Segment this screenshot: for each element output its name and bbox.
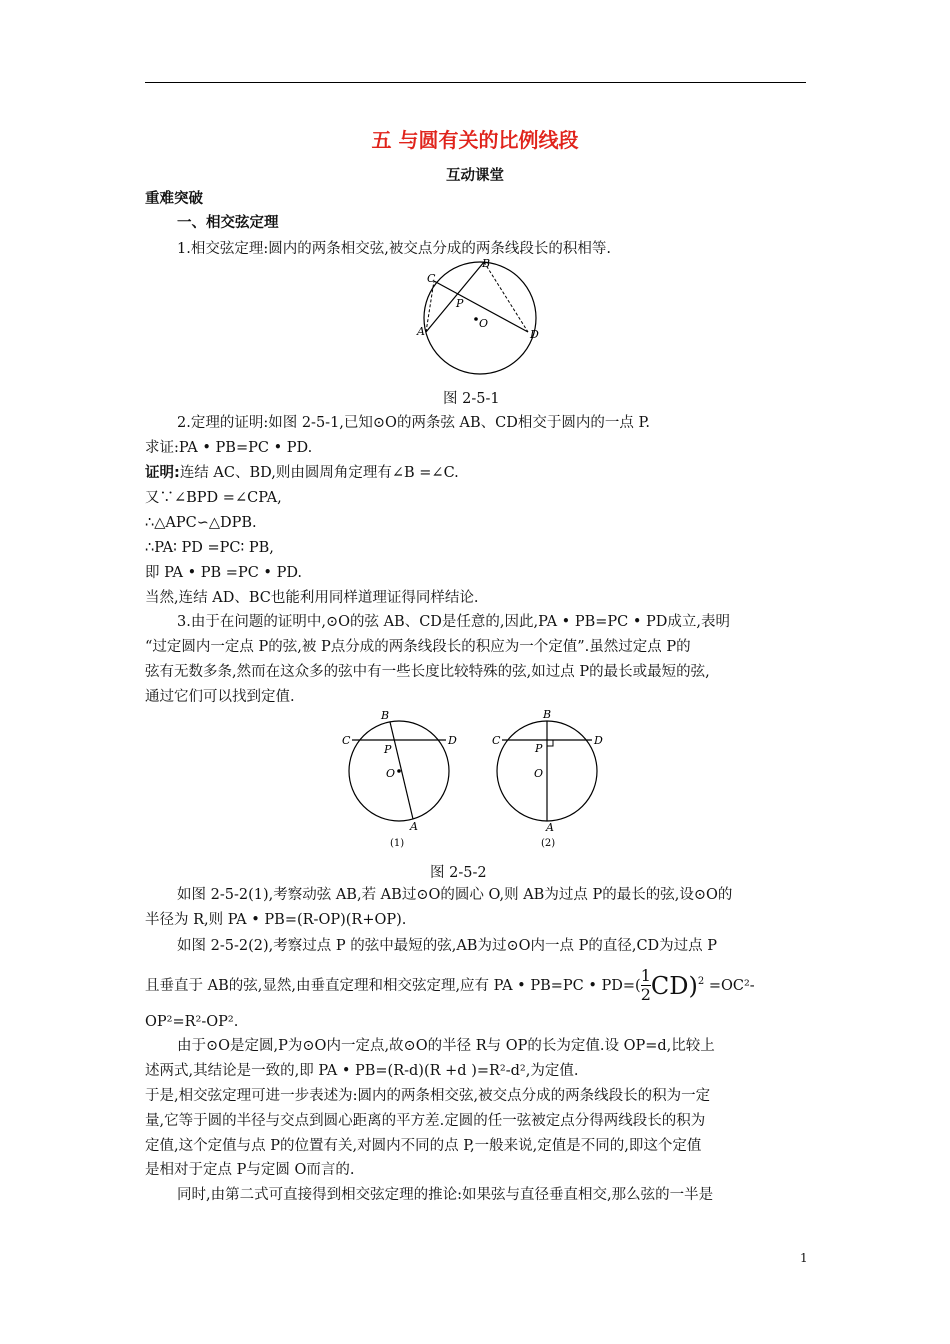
fig1-label-o: O bbox=[479, 317, 489, 330]
proof-line-7: 即 PA • PB =PC • PD. bbox=[145, 565, 303, 581]
paragraph-3-line-1: 3.由于在问题的证明中,⊙O的弦 AB、CD是任意的,因此,PA • PB=PC • PD成立,表明 bbox=[177, 614, 730, 630]
svg-text:C: C bbox=[492, 734, 501, 747]
fig1-label-d: D bbox=[530, 328, 539, 341]
fig1-label-c: C bbox=[427, 272, 436, 285]
svg-text:O: O bbox=[386, 767, 396, 780]
page-title: 五 与圆有关的比例线段 bbox=[371, 128, 579, 152]
proof-line-1: 2.定理的证明:如图 2-5-1,已知⊙O的两条弦 AB、CD相交于圆内的一点 P. bbox=[177, 415, 650, 431]
subsection-heading: 一、相交弦定理 bbox=[177, 215, 279, 231]
paragraph-6-line-6: 是相对于定点 P与定圆 O而言的. bbox=[145, 1162, 355, 1178]
paragraph-6-line-4: 量,它等于圆的半径与交点到圆心距离的平方差.定圆的任一弦被定点分得两线段长的积为 bbox=[145, 1113, 706, 1129]
paragraph-4-line-2: 半径为 R,则 PA • PB=(R-OP)(R+OP). bbox=[145, 912, 407, 928]
p5-post: =OC²- bbox=[704, 977, 755, 994]
figure-2-5-2-1 bbox=[340, 705, 470, 850]
fig2-sub-2: (2) bbox=[541, 838, 556, 849]
frac-num: 1 bbox=[640, 966, 651, 986]
proof-line-2: 求证:PA • PB=PC • PD. bbox=[145, 440, 313, 456]
frac-cd: CD) bbox=[650, 971, 698, 1000]
paragraph-4-line-1: 如图 2-5-2(1),考察动弦 AB,若 AB过⊙O的圆心 O,则 AB为过点 P的最长的弦,设⊙O的 bbox=[177, 887, 733, 903]
proof-label: 证明: bbox=[145, 465, 180, 481]
paragraph-6-line-5: 定值,这个定值与点 P的位置有关,对圆内不同的点 P,一般来说,定值是不同的,即这个定值 bbox=[145, 1138, 702, 1154]
svg-text:D: D bbox=[594, 734, 603, 747]
header-rule bbox=[145, 82, 806, 83]
fig1-label-b: B bbox=[482, 257, 491, 270]
paragraph-6-line-3: 于是,相交弦定理可进一步表述为:圆内的两条相交弦,被交点分成的两条线段长的积为一定 bbox=[145, 1088, 711, 1104]
svg-text:B: B bbox=[381, 709, 390, 722]
paragraph-5-line-2 bbox=[145, 960, 755, 1008]
fraction-half bbox=[641, 967, 651, 1004]
fig1-label-a: A bbox=[417, 325, 425, 338]
frac-den: 2 bbox=[640, 985, 651, 1005]
proof-line-6: ∴PA∶ PD =PC∶ PB, bbox=[145, 540, 274, 556]
paragraph-6-line-2: 述两式,其结论是一致的,即 PA • PB=(R-d)(R +d )=R²-d²,为定值. bbox=[145, 1063, 579, 1079]
paragraph-3-line-4: 通过它们可以找到定值. bbox=[145, 689, 295, 705]
paragraph-3-line-3: 弦有无数多条,然而在这众多的弦中有一些长度比较特殊的弦,如过点 P的最长或最短的弦, bbox=[145, 664, 710, 680]
paragraph-6-line-1: 由于⊙O是定圆,P为⊙O内一定点,故⊙O的半径 R与 OP的长为定值.设 OP=d,比较上 bbox=[177, 1038, 715, 1054]
svg-text:P: P bbox=[535, 742, 543, 755]
proof-line-8: 当然,连结 AD、BC也能利用同样道理证得同样结论. bbox=[145, 590, 479, 606]
page-number: 1 bbox=[800, 1251, 808, 1265]
svg-text:D: D bbox=[448, 734, 457, 747]
paragraph-3-line-2: “过定圆内一定点 P的弦,被 P点分成的两条线段长的积应为一个定值”.虽然过定点 P的 bbox=[145, 639, 691, 655]
exponent: 2 bbox=[697, 976, 705, 987]
figure-2-caption: 图 2-5-2 bbox=[430, 865, 487, 881]
svg-text:P: P bbox=[384, 743, 392, 756]
proof-line-3 bbox=[145, 463, 459, 483]
section-heading: 重难突破 bbox=[145, 191, 203, 207]
proof-line-3-text: 连结 AC、BD,则由圆周角定理有∠B =∠C. bbox=[179, 465, 459, 481]
figure-1-caption: 图 2-5-1 bbox=[443, 391, 500, 407]
svg-text:O: O bbox=[534, 767, 544, 780]
proof-line-4: 又∵∠BPD =∠CPA, bbox=[145, 490, 282, 506]
paragraph-1: 1.相交弦定理:圆内的两条相交弦,被交点分成的两条线段长的积相等. bbox=[177, 241, 611, 257]
paragraph-5-line-1: 如图 2-5-2(2),考察过点 P 的弦中最短的弦,AB为过⊙O内一点 P的直径,CD为过点 P bbox=[177, 938, 718, 954]
svg-text:A: A bbox=[410, 820, 418, 833]
svg-text:B: B bbox=[543, 708, 552, 721]
fig1-label-p: P bbox=[456, 297, 464, 310]
page-subtitle: 互动课堂 bbox=[446, 168, 504, 184]
svg-text:C: C bbox=[342, 734, 351, 747]
fig2-sub-1: (1) bbox=[390, 838, 405, 849]
proof-line-5: ∴△APC∽△DPB. bbox=[145, 515, 257, 531]
paragraph-6-line-7: 同时,由第二式可直接得到相交弦定理的推论:如果弦与直径垂直相交,那么弦的一半是 bbox=[177, 1187, 714, 1203]
figure-2-5-1 bbox=[405, 256, 555, 381]
paragraph-5-line-3: OP²=R²-OP². bbox=[145, 1014, 239, 1030]
svg-text:A: A bbox=[546, 821, 554, 834]
p5-pre: 且垂直于 AB的弦,显然,由垂直定理和相交弦定理,应有 PA • PB=PC • PD=( bbox=[145, 977, 641, 994]
figure-2-5-2-2 bbox=[490, 705, 620, 850]
